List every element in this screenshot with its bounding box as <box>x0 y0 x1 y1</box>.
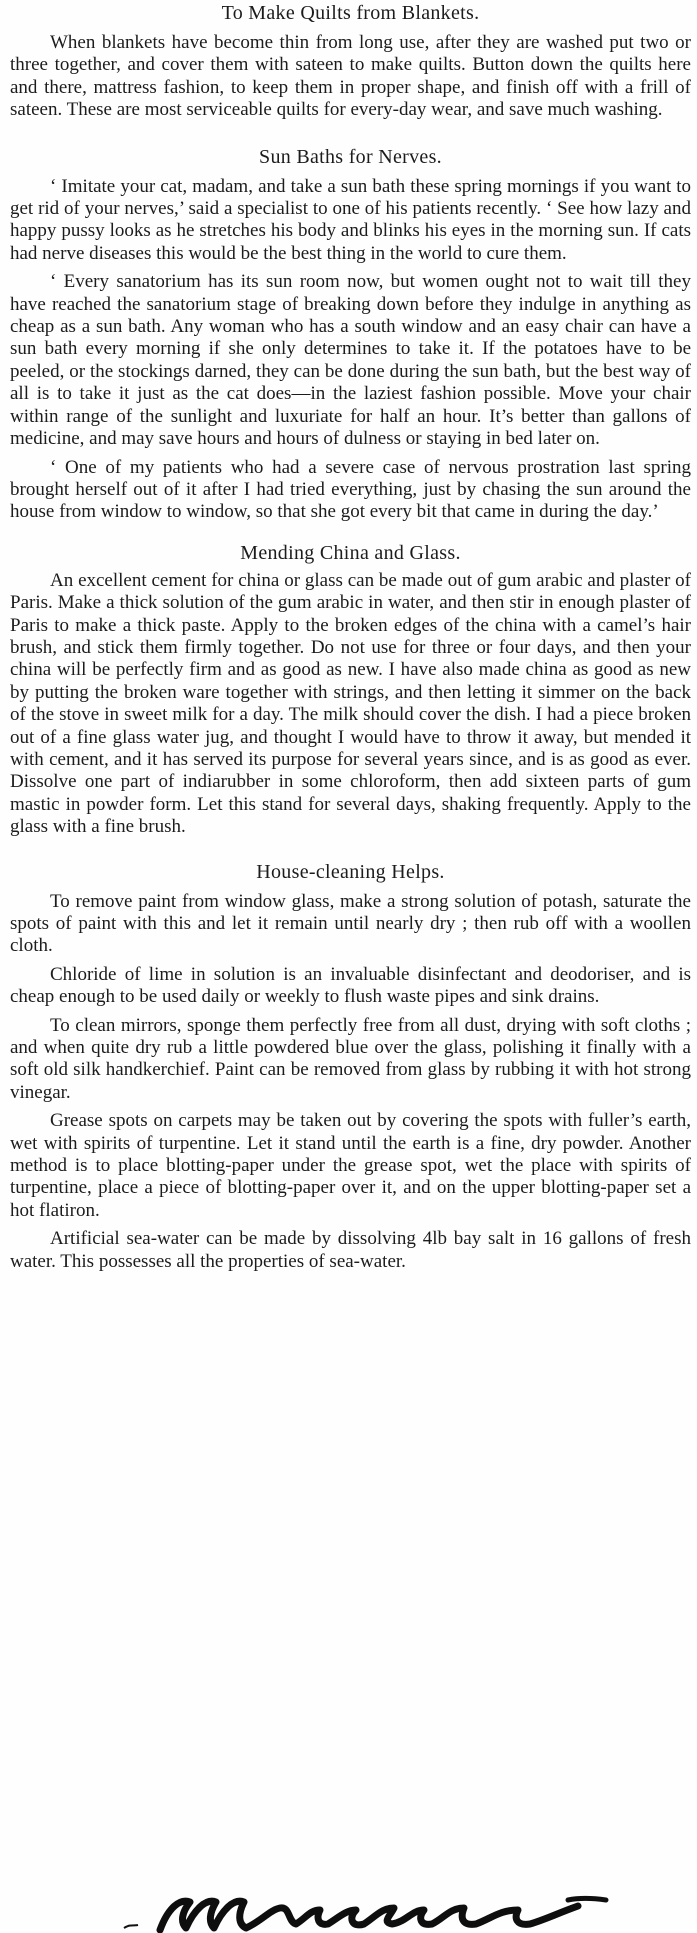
section-quilts <box>10 0 691 122</box>
section-heading: To Make Quilts from Blankets. <box>221 2 480 24</box>
paragraph: An excellent cement for china or glass can be made out of gum arabic and plaster of Paris. Make a thick solution of the gum arabic in water, and then stir in enough plaster of Paris to make a thick paste. Apply to the broken edges of the china with a camel’s hair brush, and stick them firmly together. Do not use for three or four days, and then your china will be perfectly firm and as good as new. I have also made china as good as new by putting the broken ware together with strings, and then letting it simmer on the back of the stove in sweet milk for a day. The milk should cover the dish. I had a piece broken out of a fine glass water jug, and thought I would have to throw it away, but mended it with cement, and it has served its purpose for several years since, and is as good as ever. Dissolve one part of indiarubber in some chloroform, then add sixteen parts of gum mastic in powder form. Let this stand for several days, shaking frequently. Apply to the glass with a fine brush. <box>10 569 691 838</box>
section-heading: Mending China and Glass. <box>240 541 461 564</box>
paragraph: To remove paint from window glass, make a strong solution of potash, saturate the spots of paint with this and let it remain until nearly dry ; then rub off with a woollen cloth. <box>10 890 691 957</box>
paragraph: To clean mirrors, sponge them perfectly free from all dust, drying with soft cloths ; and when quite dry rub a little powdered blue over the glass, polishing it finally with a soft old silk handkerchief. Paint can be removed from glass by rubbing it with hot strong vinegar. <box>10 1014 691 1103</box>
signature-maureen <box>120 1888 610 1933</box>
paragraph: ‘ One of my patients who had a severe case of nervous prostration last spring brought herself out of it after I had tried everything, just by chasing the sun around the house from window to window, so that she got every bit that came in during the day.’ <box>10 456 691 523</box>
section-heading: Sun Baths for Nerves. <box>259 145 442 168</box>
paragraph: When blankets have become thin from long use, after they are washed put two or three together, and cover them with sateen to make quilts. Button down the quilts here and there, mattress fashion, to keep them in proper shape, and finish off with a frill of sateen. These are most serviceable quilts for every-day wear, and save much washing. <box>10 32 691 121</box>
section-mending-china <box>10 540 691 839</box>
paragraph: ‘ Imitate your cat, madam, and take a sun bath these spring mornings if you want to get rid of your nerves,’ said a specialist to one of his patients recently. ‘ See how lazy and happy pussy looks as he stretches his body and blinks his eyes in the morning sun. If cats had nerve diseases this would be the best thing in the world to cure them. <box>10 175 691 264</box>
paragraph: ‘ Every sanatorium has its sun room now, but women ought not to wait till they have reached the sanatorium stage of breaking down before they indulge in anything as cheap as a sun bath. Any woman who has a south window and an easy chair can have a sun bath every morning if she only determines to take it. If the potatoes have to be peeled, or the stockings darned, they can be done during the sun bath, but the best way of all is to take it just as the cat does—in the laziest fashion possible. Move your chair within range of the sunlight and luxuriate for half an hour. It’s better than gallons of medicine, and may save hours and hours of dulness or staying in bed later on. <box>10 271 691 450</box>
section-sun-baths <box>10 144 691 524</box>
section-house-cleaning <box>10 859 691 1274</box>
paragraph: Grease spots on carpets may be taken out by covering the spots with fuller’s earth, wet with spirits of turpentine. Let it stand until the earth is a fine, dry powder. Another method is to place blotting-paper under the grease spot, wet the place with spirits of turpentine, place a piece of blotting-paper over it, and on the upper blotting-paper set a hot flatiron. <box>10 1110 691 1221</box>
paragraph: Chloride of lime in solution is an invaluable disinfectant and deodoriser, and is cheap enough to be used daily or weekly to flush waste pipes and sink drains. <box>10 963 691 1008</box>
section-heading: House-cleaning Helps. <box>256 860 445 883</box>
paragraph: Artificial sea-water can be made by dissolving 4lb bay salt in 16 gallons of fresh water. This possesses all the properties of sea-water. <box>10 1228 691 1272</box>
